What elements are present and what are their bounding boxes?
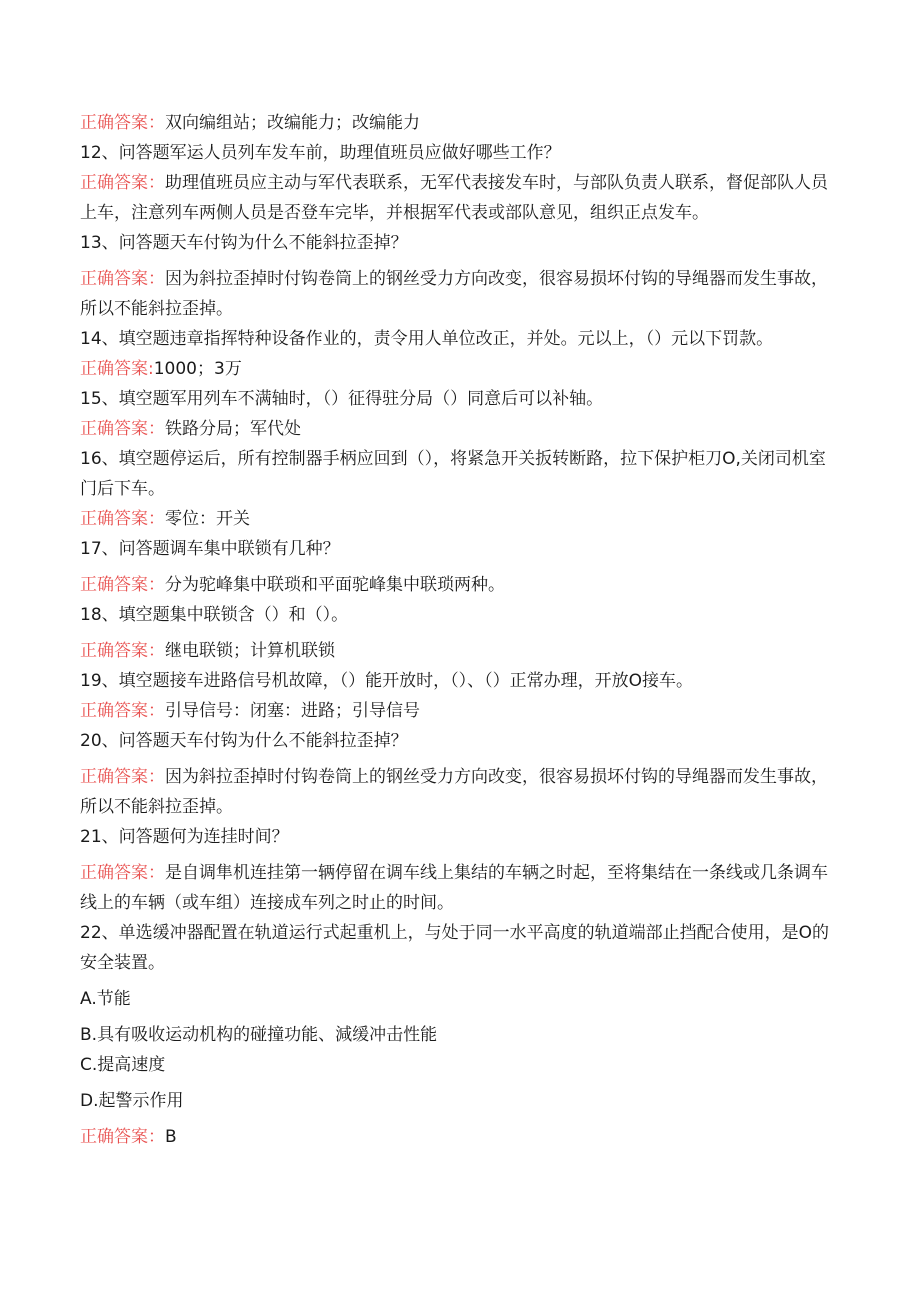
question-text: 天车付钩为什么不能斜拉歪掉？ bbox=[169, 731, 408, 751]
answer-label: 正确答案： bbox=[80, 509, 165, 529]
answer-label: 正确答案： bbox=[80, 113, 165, 133]
question-type: 问答题 bbox=[118, 827, 170, 847]
answer-label: 正确答案： bbox=[80, 269, 165, 289]
answer-text: 因为斜拉歪掉时付钩卷筒上的钢丝受力方向改变，很容易损坏付钩的导绳器而发生事故，所以不能斜拉歪掉。 bbox=[80, 767, 828, 817]
option-a-text: A.节能 bbox=[80, 989, 131, 1009]
answer-label: 正确答案： bbox=[80, 641, 165, 661]
question-text: 停运后，所有控制器手柄应回到（），将紧急开关扳转断路，拉下保护柜刀O,关闭司机室门后下车。 bbox=[80, 449, 826, 499]
answer-text: 双向编组站；改编能力；改编能力 bbox=[165, 113, 420, 133]
question-type: 填空题 bbox=[118, 449, 170, 469]
question-text: 军运人员列车发车前，助理值班员应做好哪些工作？ bbox=[169, 143, 561, 163]
question-type: 问答题 bbox=[118, 731, 170, 751]
option-b-text: B.具有吸收运动机构的碰撞功能、減缓冲击性能 bbox=[80, 1025, 438, 1045]
answer-line bbox=[80, 504, 830, 534]
answer-line bbox=[80, 696, 830, 726]
answer-label: 正确答案： bbox=[80, 173, 165, 193]
question-line bbox=[80, 324, 830, 354]
question-type: 问答题 bbox=[118, 233, 170, 253]
answer-text: 是自调隼机连挂第一辆停留在调车线上集结的车辆之时起，至将集结在一条线或几条调车线上的车辆（或车组）连接成车列之时止的时间。 bbox=[80, 863, 828, 913]
question-line bbox=[80, 918, 830, 978]
question-number: 14、 bbox=[80, 329, 119, 349]
answer-text: B bbox=[165, 1127, 177, 1147]
answer-line bbox=[80, 762, 830, 822]
answer-label: 正确答案： bbox=[80, 575, 165, 595]
answer-text: 助理值班员应主动与军代表联系，无军代表接发车时，与部队负责人联系，督促部队人员上车，注意列车两侧人员是否登车完毕，并根据军代表或部队意见，组织正点发车。 bbox=[80, 173, 828, 223]
answer-line bbox=[80, 858, 830, 918]
question-text: 缓冲器配置在轨道运行式起重机上，与处于同一水平高度的轨道端部止挡配合使用，是O的安全装置。 bbox=[80, 923, 830, 973]
answer-line bbox=[80, 108, 830, 138]
answer-label: 正确答案： bbox=[80, 701, 165, 721]
answer-line bbox=[80, 570, 830, 600]
answer-text: 零位：开关 bbox=[165, 509, 250, 529]
answer-text: 分为驼峰集中联琐和平面驼峰集中联琐两种。 bbox=[165, 575, 505, 595]
question-line bbox=[80, 726, 830, 756]
question-number: 16、 bbox=[80, 449, 119, 469]
question-line bbox=[80, 138, 830, 168]
answer-label: 正确答案： bbox=[80, 419, 165, 439]
option-line bbox=[80, 1086, 830, 1116]
answer-text: 引导信号：闭塞：进路；引导信号 bbox=[165, 701, 420, 721]
question-text: 接车进路信号机故障，（）能开放时，（）、（）正常办理，开放O接车。 bbox=[169, 671, 694, 691]
answer-text: 1000；3万 bbox=[153, 359, 242, 379]
question-number: 21、 bbox=[80, 827, 119, 847]
question-type: 填空题 bbox=[118, 389, 170, 409]
question-type: 填空题 bbox=[118, 605, 170, 625]
answer-line bbox=[80, 414, 830, 444]
answer-line bbox=[80, 1122, 830, 1152]
document-page bbox=[80, 108, 830, 1152]
answer-label: 正确答案： bbox=[80, 863, 165, 883]
question-text: 违章指挥特种设备作业的，责令用人单位改正，并处。元以上，（）元以下罚款。 bbox=[169, 329, 774, 349]
question-line bbox=[80, 600, 830, 630]
option-line bbox=[80, 984, 830, 1014]
answer-text: 铁路分局；军代处 bbox=[165, 419, 301, 439]
question-line bbox=[80, 534, 830, 564]
answer-label: 正确答案: bbox=[80, 359, 154, 379]
answer-text: 继电联锁；计算机联锁 bbox=[165, 641, 335, 661]
question-line bbox=[80, 666, 830, 696]
question-text: 军用列车不满轴时，（）征得驻分局（）同意后可以补轴。 bbox=[169, 389, 604, 409]
answer-label: 正确答案： bbox=[80, 767, 165, 787]
question-line bbox=[80, 228, 830, 258]
question-number: 13、 bbox=[80, 233, 119, 253]
answer-line bbox=[80, 354, 830, 384]
question-number: 15、 bbox=[80, 389, 119, 409]
question-number: 12、 bbox=[80, 143, 119, 163]
option-d-text: D.起警示作用 bbox=[80, 1091, 184, 1111]
answer-label: 正确答案： bbox=[80, 1127, 165, 1147]
question-line bbox=[80, 822, 830, 852]
question-number: 22、 bbox=[80, 923, 119, 943]
question-number: 18、 bbox=[80, 605, 119, 625]
answer-line bbox=[80, 264, 830, 324]
question-type: 填空题 bbox=[118, 329, 170, 349]
answer-line bbox=[80, 168, 830, 228]
question-line bbox=[80, 384, 830, 414]
question-type: 单选 bbox=[118, 923, 153, 943]
option-c-text: C.提高速度 bbox=[80, 1055, 166, 1075]
question-type: 填空题 bbox=[118, 671, 170, 691]
option-line bbox=[80, 1050, 830, 1080]
question-text: 调车集中联锁有几种？ bbox=[169, 539, 340, 559]
question-type: 问答题 bbox=[118, 539, 170, 559]
question-text: 何为连挂时间？ bbox=[169, 827, 289, 847]
question-number: 20、 bbox=[80, 731, 119, 751]
question-number: 19、 bbox=[80, 671, 119, 691]
answer-line bbox=[80, 636, 830, 666]
answer-text: 因为斜拉歪掉时付钩卷筒上的钢丝受力方向改变，很容易损坏付钩的导绳器而发生事故，所以不能斜拉歪掉。 bbox=[80, 269, 828, 319]
question-line bbox=[80, 444, 830, 504]
option-line bbox=[80, 1020, 830, 1050]
question-number: 17、 bbox=[80, 539, 119, 559]
question-text: 天车付钩为什么不能斜拉歪掉？ bbox=[169, 233, 408, 253]
question-type: 问答题 bbox=[118, 143, 170, 163]
question-text: 集中联锁含（）和（）。 bbox=[169, 605, 349, 625]
